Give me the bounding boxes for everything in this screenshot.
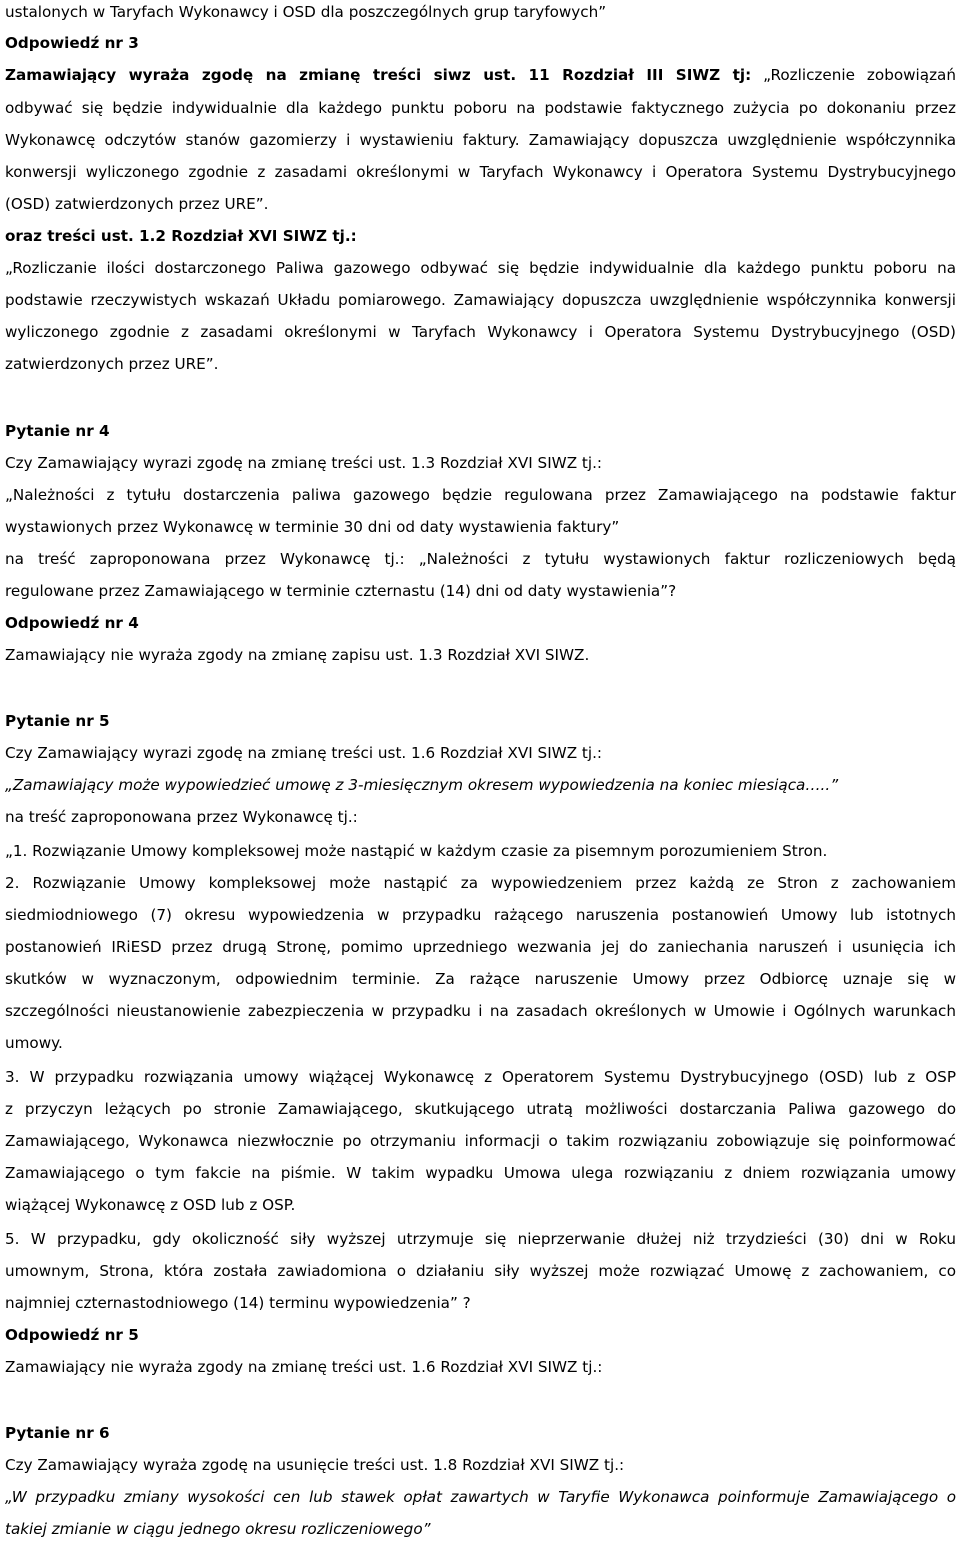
- text-line: [5, 769, 956, 801]
- text-run: podstawie rzeczywistych wskazań Układu pomiarowego. Zamawiający dopuszcza uwzględnienie współczynnika konwersji: [5, 291, 956, 309]
- text-run: szczególności nieustanowienie zabezpieczenia w przypadku i na zasadach określonych w Umowie i Ogólnych warunkach: [5, 1002, 956, 1020]
- text-line: [5, 899, 956, 931]
- text-run: Odpowiedź nr 5: [5, 1326, 139, 1344]
- text-line: [5, 188, 956, 220]
- text-run: Pytanie nr 6: [5, 1424, 110, 1442]
- text-run: Czy Zamawiający wyrazi zgodę na zmianę treści ust. 1.6 Rozdział XVI SIWZ tj.:: [5, 744, 603, 762]
- answer-heading: [5, 27, 956, 59]
- text-line: [5, 801, 956, 833]
- text-line: [5, 511, 956, 543]
- text-run: postanowień IRiESD przez drugą Stronę, pomimo uprzedniego wezwania jej do zaniechania naruszeń i usunięcia ich: [5, 938, 956, 956]
- text-run: takiej zmianie w ciągu jednego okresu rozliczeniowego”: [5, 1520, 431, 1538]
- text-run: ustalonych w Taryfach Wykonawcy i OSD dla poszczególnych grup taryfowych”: [5, 3, 607, 21]
- text-run: „Zamawiający może wypowiedzieć umowę z 3-miesięcznym okresem wypowiedzenia na koniec miesiąca…..”: [5, 776, 839, 794]
- text-line: [5, 124, 956, 156]
- text-run: Zamawiającego, Wykonawca niezwłocznie po otrzymaniu informacji o takim rozwiązaniu zobowiązuje się poinformować: [5, 1132, 956, 1150]
- text-line: [5, 1449, 956, 1481]
- text-run: „Należności z tytułu dostarczenia paliwa gazowego będzie regulowana przez Zamawiającego na podstawie faktur: [5, 486, 956, 504]
- text-line: [5, 1255, 956, 1287]
- text-line: [5, 1189, 956, 1221]
- text-line: [5, 575, 956, 607]
- text-line: [5, 1351, 956, 1383]
- text-run: 3. W przypadku rozwiązania umowy wiążącej Wykonawcę z Operatorem Systemu Dystrybucyjnego (OSD) lub z OSP: [5, 1068, 956, 1086]
- text-line: [5, 284, 956, 316]
- text-line: [5, 220, 956, 252]
- text-line: [5, 1223, 956, 1255]
- text-run: najmniej czternastodniowego (14) terminu wypowiedzenia” ?: [5, 1294, 471, 1312]
- text-line: [5, 1125, 956, 1157]
- text-line: [5, 1157, 956, 1189]
- text-line: [5, 348, 956, 380]
- text-line: [5, 1481, 956, 1513]
- text-run: Zamawiający nie wyraża zgody na zmianę zapisu ust. 1.3 Rozdział XVI SIWZ.: [5, 646, 590, 664]
- text-line: [5, 1093, 956, 1125]
- text-line: [5, 867, 956, 899]
- text-line: [5, 995, 956, 1027]
- text-run: oraz treści ust. 1.2 Rozdział XVI SIWZ tj.:: [5, 227, 357, 245]
- text-run: Czy Zamawiający wyrazi zgodę na zmianę treści ust. 1.3 Rozdział XVI SIWZ tj.:: [5, 454, 603, 472]
- answer-heading: [5, 607, 956, 639]
- text-line: [5, 316, 956, 348]
- question-heading: [5, 705, 956, 737]
- text-run: na treść zaproponowana przez Wykonawcę tj.: „Należności z tytułu wystawionych faktur rozliczeniowych będą: [5, 550, 956, 568]
- text-line: [5, 543, 956, 575]
- text-run: wystawionych przez Wykonawcę w terminie 30 dni od daty wystawienia faktury”: [5, 518, 620, 536]
- text-run: umownym, Strona, która została zawiadomiona o działaniu siły wyższej może rozwiązać Umowę z zachowaniem, co: [5, 1262, 956, 1280]
- text-line: [5, 737, 956, 769]
- text-run: (OSD) zatwierdzonych przez URE”.: [5, 195, 269, 213]
- answer-heading: [5, 1319, 956, 1351]
- question-heading: [5, 415, 956, 447]
- text-line: [5, 447, 956, 479]
- text-run: 5. W przypadku, gdy okoliczność siły wyższej utrzymuje się nieprzerwanie dłużej niż trzydzieści (30) dni w Roku: [5, 1230, 956, 1248]
- text-run: Pytanie nr 5: [5, 712, 110, 730]
- text-line: [5, 156, 956, 188]
- text-line: [5, 835, 956, 867]
- text-run: „1. Rozwiązanie Umowy kompleksowej może nastąpić w każdym czasie za pisemnym porozumieniem Stron.: [5, 842, 828, 860]
- text-line: [5, 931, 956, 963]
- text-line: [5, 1287, 956, 1319]
- text-run: „Rozliczenie zobowiązań: [751, 66, 956, 84]
- text-line: [5, 1513, 956, 1545]
- text-line: [5, 963, 956, 995]
- text-run: konwersji wyliczonego zgodnie z zasadami określonymi w Taryfach Wykonawcy i Operatora Systemu Dystrybucyjnego: [5, 163, 956, 181]
- text-run: na treść zaproponowana przez Wykonawcę tj.:: [5, 808, 358, 826]
- text-line: [5, 59, 956, 91]
- text-run: wyliczonego zgodnie z zasadami określonymi w Taryfach Wykonawcy i Operatora Systemu Dystrybucyjnego (OSD): [5, 323, 956, 341]
- text-line: [5, 1061, 956, 1093]
- text-run: skutków w wyznaczonym, odpowiednim terminie. Za rażące naruszenie Umowy przez Odbiorcę uznaje się w: [5, 970, 956, 988]
- text-line: [5, 92, 956, 124]
- text-run: Zamawiający nie wyraża zgody na zmianę treści ust. 1.6 Rozdział XVI SIWZ tj.:: [5, 1358, 603, 1376]
- text-run: regulowane przez Zamawiającego w terminie czternastu (14) dni od daty wystawienia”?: [5, 582, 677, 600]
- question-heading: [5, 1417, 956, 1449]
- text-run: Czy Zamawiający wyraża zgodę na usunięcie treści ust. 1.8 Rozdział XVI SIWZ tj.:: [5, 1456, 625, 1474]
- text-line: [5, 639, 956, 671]
- text-line: [5, 0, 956, 28]
- text-run: z przyczyn leżących po stronie Zamawiającego, skutkującego utratą możliwości dostarczania Paliwa gazowego do: [5, 1100, 956, 1118]
- text-line: [5, 252, 956, 284]
- text-run: umowy.: [5, 1034, 63, 1052]
- text-line: [5, 479, 956, 511]
- text-run: Pytanie nr 4: [5, 422, 110, 440]
- text-run: 2. Rozwiązanie Umowy kompleksowej może nastąpić za wypowiedzeniem przez każdą ze Stron z zachowaniem: [5, 874, 956, 892]
- text-line: [5, 1027, 956, 1059]
- text-run: odbywać się będzie indywidualnie dla każdego punktu poboru na podstawie faktycznego zużycia po dokonaniu przez: [5, 99, 956, 117]
- text-run: „W przypadku zmiany wysokości cen lub stawek opłat zawartych w Taryfie Wykonawca poinformuje Zamawiającego o: [5, 1488, 956, 1506]
- text-run: Odpowiedź nr 4: [5, 614, 139, 632]
- text-run: wiążącej Wykonawcę z OSD lub z OSP.: [5, 1196, 296, 1214]
- text-run: „Rozliczanie ilości dostarczonego Paliwa gazowego odbywać się będzie indywidualnie dla każdego punktu poboru na: [5, 259, 956, 277]
- text-run: Odpowiedź nr 3: [5, 34, 139, 52]
- text-run: Zamawiającego o tym fakcie na piśmie. W takim wypadku Umowa ulega rozwiązaniu z dniem rozwiązania umowy: [5, 1164, 956, 1182]
- text-run: siedmiodniowego (7) okresu wypowiedzenia w przypadku rażącego naruszenia postanowień Umowy lub istotnych: [5, 906, 956, 924]
- text-run: Zamawiający wyraża zgodę na zmianę treści siwz ust. 11 Rozdział III SIWZ tj:: [5, 66, 752, 84]
- text-run: zatwierdzonych przez URE”.: [5, 355, 219, 373]
- text-run: Wykonawcę odczytów stanów gazomierzy i wystawieniu faktury. Zamawiający dopuszcza uwzględnienie współczynnika: [5, 131, 956, 149]
